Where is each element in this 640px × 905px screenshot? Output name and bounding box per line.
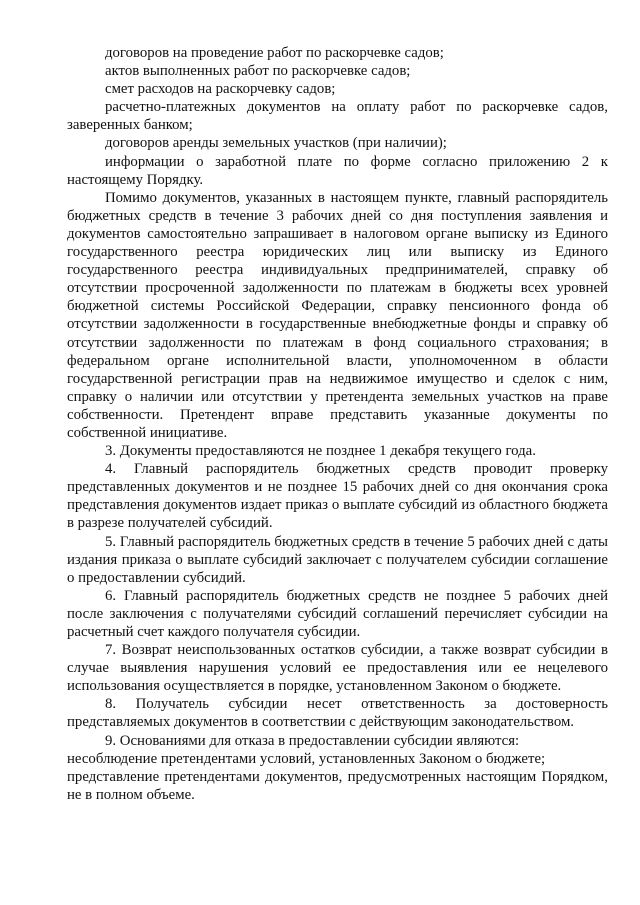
paragraph-item-9: 9. Основаниями для отказа в предоставлении субсидии являются:	[105, 732, 520, 749]
paragraph-item-6: 6. Главный распорядитель бюджетных средств не позднее 5 рабочих дней после заключения с получателями субсидий соглашений перечисляет субсидии на расчетный счет каждого получателя субсидии.	[67, 587, 608, 640]
list-item-acts: актов выполненных работ по раскорчевке садов;	[105, 63, 411, 80]
list-item-contracts: договоров на проведение работ по раскорчевке садов;	[105, 45, 444, 61]
list-item-estimates: смет расходов на раскорчевку садов;	[105, 81, 336, 98]
list-item-salary-info: информации о заработной плате по форме согласно приложению 2 к настоящему Порядку.	[67, 153, 608, 188]
refusal-reason-2: представление претендентами документов, предусмотренных настоящим Порядком, не в полном объеме.	[67, 768, 608, 803]
paragraph-item-7: 7. Возврат неиспользованных остатков субсидии, а также возврат субсидии в случае выявления нарушения условий ее предоставления или ее нецелевого использования осуществляется в порядке, установленном Законом о бюджете.	[67, 642, 608, 695]
paragraph-item-5: 5. Главный распорядитель бюджетных средств в течение 5 рабочих дней с даты издания приказа о выплате субсидий заключает с получателем субсидии соглашение о предоставлении субсидий.	[67, 533, 608, 586]
refusal-reason-1: несоблюдение претендентами условий, установленных Законом о бюджете;	[67, 750, 546, 767]
list-item-lease-contracts: договоров аренды земельных участков (при наличии);	[105, 135, 447, 152]
list-item-payment-documents: расчетно-платежных документов на оплату работ по раскорчевке садов, заверенных банком;	[67, 99, 608, 134]
paragraph-item-8: 8. Получатель субсидии несет ответственность за достоверность представляемых документов в соответствии с действующим законодательством.	[67, 696, 608, 731]
paragraph-item-4: 4. Главный распорядитель бюджетных средств проводит проверку представленных документов и не позднее 15 рабочих дней со дня окончания срока представления документов издает приказ о выплате субсидий из областного бюджета в разрезе получателей субсидий.	[67, 461, 608, 532]
paragraph-item-3: 3. Документы предоставляются не позднее 1 декабря текущего года.	[105, 443, 536, 460]
document-page	[67, 44, 608, 804]
paragraph-additional-documents: Помимо документов, указанных в настоящем пункте, главный распорядитель бюджетных средств в течение 3 рабочих дней со дня поступления заявления и документов самостоятельно запрашивает в налоговом органе выписку из Единого государственного реестра юридических лиц или выписку из Единого государственного реестра индивидуальных предпринимателей, справку об отсутствии просроченной задолженности по платежам в бюджеты всех уровней бюджетной системы Российской Федерации, справку пенсионного фонда об отсутствии задолженности в государственные внебюджетные фонды и справку об отсутствии задолженности по платежам в фонд социального страхования; в федеральном органе исполнительной власти, уполномоченном в области государственной регистрации прав на недвижимое имущество и сделок с ним, справку о наличии или отсутствии у претендента земельных участков на праве собственности. Претендент вправе представить указанные документы по собственной инициативе.	[67, 189, 608, 441]
